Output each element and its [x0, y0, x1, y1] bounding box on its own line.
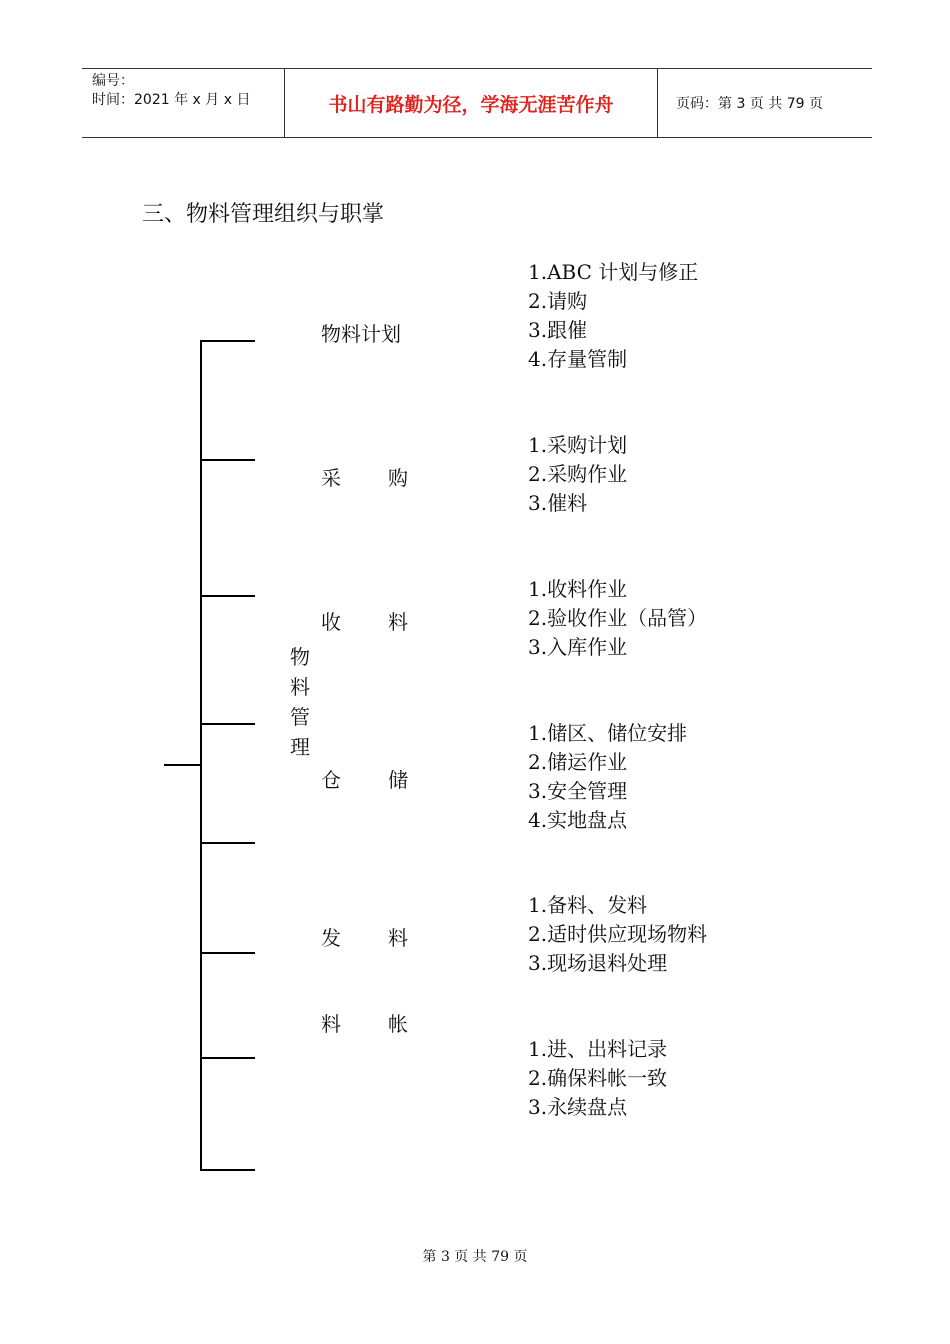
branch-line — [200, 340, 255, 342]
header-page-info — [666, 69, 872, 137]
duty-item: 1.采购计划 — [528, 433, 628, 457]
category-label: 采 — [321, 466, 341, 490]
duty-item: 1.ABC 计划与修正 — [528, 260, 699, 284]
duty-item: 2.储运作业 — [528, 750, 628, 774]
duty-item: 3.跟催 — [528, 318, 588, 342]
category-label: 料 — [388, 926, 408, 950]
duty-item: 1.备料、发料 — [528, 893, 648, 917]
duty-item: 1.收料作业 — [528, 577, 628, 601]
duty-item: 4.存量管制 — [528, 347, 628, 371]
duty-item: 3.入库作业 — [528, 635, 628, 659]
duty-list — [528, 719, 687, 835]
category-label: 料 — [321, 1012, 341, 1036]
category-label: 料 — [388, 610, 408, 634]
duty-list — [528, 891, 707, 978]
branch-line — [200, 1057, 255, 1059]
branch-line — [200, 723, 255, 725]
header-meta-cell — [82, 69, 284, 137]
duty-item: 2.采购作业 — [528, 462, 628, 486]
category-label: 物料计划 — [321, 322, 401, 346]
tree-trunk — [200, 340, 202, 1171]
branch-line — [200, 1169, 255, 1171]
duty-item: 3.现场退料处理 — [528, 951, 668, 975]
category-label: 购 — [388, 466, 408, 490]
duty-item: 3.永续盘点 — [528, 1095, 628, 1119]
category-label: 帐 — [388, 1012, 408, 1036]
duty-item: 2.请购 — [528, 289, 588, 313]
duty-list — [528, 575, 707, 662]
page-header — [82, 68, 872, 138]
root-connector — [164, 764, 201, 766]
duty-item: 2.确保料帐一致 — [528, 1066, 668, 1090]
document-time: 时间：2021 年 x 月 x 日 — [92, 92, 251, 108]
root-label-char: 管 — [290, 705, 310, 729]
category-label: 发 — [321, 926, 341, 950]
category-label: 储 — [388, 768, 408, 792]
duty-item: 2.适时供应现场物料 — [528, 922, 708, 946]
branch-line — [200, 459, 255, 461]
header-motto: 书山有路勤为径，学海无涯苦作舟 — [284, 69, 658, 137]
category-label: 仓 — [321, 768, 341, 792]
branch-line — [200, 595, 255, 597]
root-label-char: 理 — [290, 735, 310, 759]
duty-list — [528, 431, 627, 518]
page-info-text: 页码：第 3 页 共 79 页 — [676, 96, 823, 112]
section-title: 三、物料管理组织与职掌 — [142, 202, 385, 227]
duty-list — [528, 258, 698, 374]
duty-item: 2.验收作业（品管） — [528, 606, 708, 630]
duty-item: 3.安全管理 — [528, 779, 628, 803]
root-label-char: 物 — [290, 645, 310, 669]
duty-item: 1.储区、储位安排 — [528, 721, 688, 745]
branch-line — [200, 842, 255, 844]
root-label — [288, 642, 312, 762]
duty-list — [528, 1035, 667, 1122]
branch-line — [200, 952, 255, 954]
duty-item: 3.催料 — [528, 491, 588, 515]
duty-item: 1.进、出料记录 — [528, 1037, 668, 1061]
category-label: 收 — [321, 610, 341, 634]
document-number: 编号： — [92, 73, 134, 89]
duty-item: 4.实地盘点 — [528, 808, 628, 832]
page-footer: 第 3 页 共 79 页 — [422, 1249, 528, 1265]
root-label-char: 料 — [290, 675, 310, 699]
